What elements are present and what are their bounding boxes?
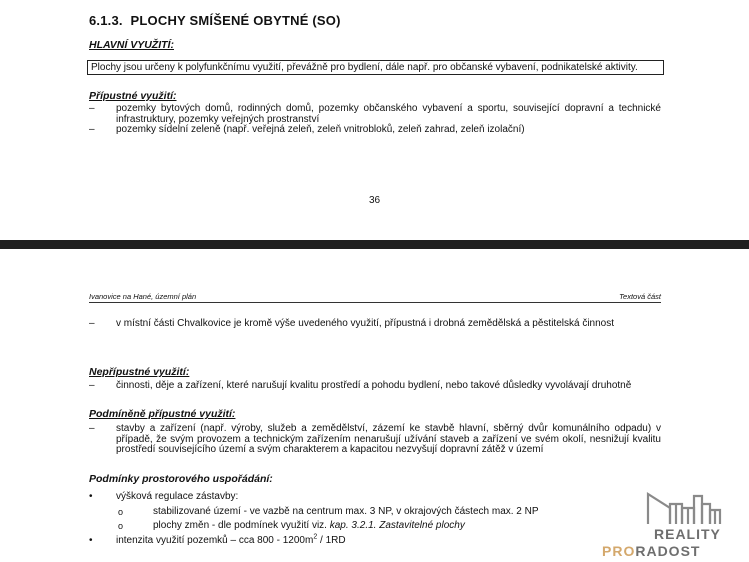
list-item (89, 535, 661, 547)
section-title-text: PLOCHY SMÍŠENÉ OBYTNÉ (SO) (130, 13, 341, 28)
document-page-top (0, 0, 749, 240)
dash-marker: – (89, 103, 95, 114)
section-number: 6.1.3. (89, 13, 123, 28)
height-regulation-sublist (116, 505, 661, 533)
not-permitted-item-text: činnosti, děje a zařízení, které narušují kvalitu prostředí a pohodu bydlení, nebo takové důsledky vyvolávají druhotně (116, 380, 632, 391)
sub-list-item (116, 519, 661, 533)
conditional-list (89, 424, 661, 456)
list-item (89, 491, 661, 533)
reality-proradost-watermark (598, 490, 746, 560)
permitted-item-text: pozemky bytových domů, rodinných domů, pozemky občanského vybavení a sportu, související dopravní a technické infrastruktury, pozemky veřejných prostranství (116, 103, 661, 125)
not-permitted-list (89, 381, 661, 392)
buildings-logo-icon (598, 490, 746, 530)
intensity-text: intenzita využití pozemků – cca 800 - 1200m (116, 535, 314, 546)
dash-marker: – (89, 124, 95, 135)
section-title (89, 13, 341, 28)
intensity-suffix: / 1RD (317, 535, 346, 546)
watermark-line-1: REALITY (654, 526, 721, 542)
watermark-radost: RADOST (635, 543, 701, 559)
not-permitted-heading: Nepřípustné využití: (89, 366, 190, 378)
running-header (89, 290, 661, 303)
change-areas-text: plochy změn - dle podmínek využití viz. (153, 520, 330, 531)
page-separator (0, 240, 749, 249)
height-regulation-text: výšková regulace zástavby: (116, 491, 239, 502)
continuation-item-text: v místní části Chvalkovice je kromě výše uvedeného využití, přípustná i drobná zemědělská a pěstitelská činnost (116, 318, 615, 329)
list-item (89, 381, 661, 392)
spatial-list (89, 491, 661, 547)
stabilized-text: stabilizované území - ve vazbě na centrum max. 3 NP, v okrajových částech max. 2 NP (153, 506, 539, 517)
list-item (89, 104, 661, 125)
permitted-heading: Přípustné využití: (89, 90, 177, 102)
spatial-heading: Podmínky prostorového uspořádání: (89, 473, 273, 485)
permitted-list (89, 104, 661, 136)
page-number: 36 (368, 195, 381, 206)
running-header-right: Textová část (619, 292, 661, 301)
main-use-heading: HLAVNÍ VYUŽITÍ: (89, 39, 174, 51)
continuation-list (89, 319, 661, 330)
list-item (89, 319, 661, 330)
chapter-reference: kap. 3.2.1. Zastavitelné plochy (329, 520, 465, 531)
main-use-box: Plochy jsou určeny k polyfunkčnímu využití, převážně pro bydlení, dále např. pro občanské vybavení, podnikatelské aktivity. (87, 60, 664, 75)
list-item (89, 125, 661, 136)
running-header-left: Ivanovice na Hané, územní plán (89, 292, 197, 301)
dash-marker: – (89, 318, 95, 329)
list-item (89, 424, 661, 456)
watermark-pro: PRO (602, 543, 636, 559)
conditional-item-text: stavby a zařízení (např. výroby, služeb a zemědělství, zázemí ke stavbě hlavní, sběrný dvůr komunálního odpadu) v případě, že svým provozem a technickým zařízením nenarušují užívání staveb a zařízení ve svém okolí, nesnižují kvalitu prostředí souvisejícího území a svým charakterem a kapacitou nezvyšují dopravní zátěž v území (116, 423, 661, 455)
circle-marker: o (118, 507, 124, 517)
bullet-marker: • (89, 491, 93, 502)
watermark-line-2 (602, 543, 700, 559)
dash-marker: – (89, 423, 95, 434)
permitted-item-text: pozemky sídelní zeleně (např. veřejná zeleň, zeleň vnitrobloků, zeleň zahrad, zeleň izolační) (116, 124, 525, 135)
intensity-superscript: 2 (313, 533, 318, 541)
circle-marker: o (118, 521, 124, 531)
bullet-marker: • (89, 535, 93, 546)
dash-marker: – (89, 380, 95, 391)
sub-list-item (116, 505, 661, 519)
conditional-heading: Podmíněně přípustné využití: (89, 408, 236, 420)
